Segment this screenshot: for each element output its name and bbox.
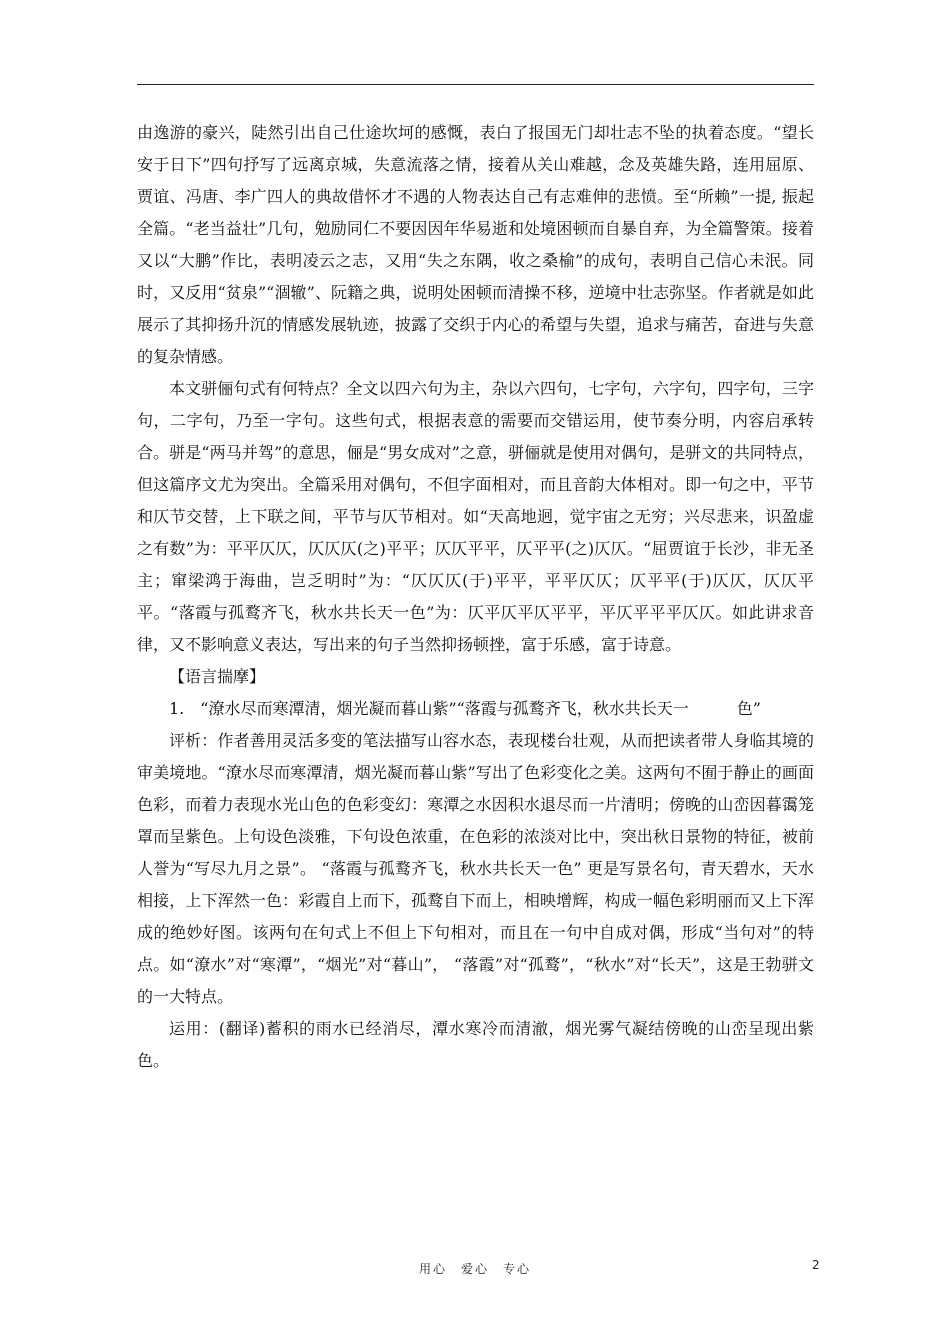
paragraph-parallel-prose: 本文骈俪句式有何特点？全文以四六句为主，杂以六四句，七字句，六字句，四字句，三字句，二字句，乃至一字句。这些句式，根据表意的需要而交错运用，使节奏分明，内容启承转合。骈是“两马并驾”的意思，俪是“男女成对”之意，骈俪就是使用对偶句，是骈文的共同特点，但这篇序文尤为突出。全篇采用对偶句，不但字面相对，而且音韵大体相对。即一句之中，平节和仄节交替，上下联之间，平节与仄节相对。如“天高地迥，觉宇宙之无穷；兴尽悲来，识盈虚之有数”为：平平仄仄，仄仄仄(之)平平；仄仄平平，仄平平(之)仄仄。“屈贾谊于长沙，非无圣主；窜梁鸿于海曲，岂乏明时”为：“仄仄仄(于)平平，平平仄仄；仄平平(于)仄仄，仄仄平平。“落霞与孤鹜齐飞，秋水共长天一色”为：仄平仄平仄平平，平仄平平平仄仄。如此讲求音律，又不影响意义表达，写出来的句子当然抑扬顿挫，富于乐感，富于诗意。 xyxy=(137,379,814,654)
document-body xyxy=(137,117,814,1077)
paragraph-analysis: 评析：作者善用灵活多变的笔法描写山容水态，表现楼台壮观，从而把读者带人身临其境的审美境地。“潦水尽而寒潭清，烟光凝而暮山紫”写出了色彩变化之美。这两句不囿于静止的画面色彩，而着力表现水光山色的色彩变幻：寒潭之水因积水退尽而一片清明；傍晚的山峦因暮霭笼罩而呈紫色。上句设色淡雅，下句设色浓重，在色彩的浓淡对比中，突出秋日景物的特征，被前人誉为“写尽九月之景”。 “落霞与孤鹜齐飞，秋水共长天一色” 更是写景名句，青天碧水，天水相接，上下浑然一色：彩霞自上而下，孤鹜自下而上，相映增辉，构成一幅色彩明丽而又上下浑成的绝妙好图。该两句在句式上不但上下句相对，而且在一句中自成对偶，形成“当句对”的特点。如“潦水”对“寒潭”，“烟光”对“暮山”， “落霞”对“孤鹜”，“秋水”对“长天”，这是王勃骈文的一大特点。 xyxy=(137,731,814,1006)
header-rule xyxy=(137,84,814,85)
paragraph-application: 运用：(翻译)蓄积的雨水已经消尽，潭水寒冷而清澈，烟光雾气凝结傍晚的山峦呈现出紫色。 xyxy=(137,1019,814,1070)
paragraph-continuation: 由逸游的豪兴，陡然引出自己仕途坎坷的感慨，表白了报国无门却壮志不坠的执着态度。“望长安于日下”四句抒写了远离京城，失意流落之情，接着从关山难越，念及英雄失路，连用屈原、贾谊、冯唐、李广四人的典故借怀才不遇的人物表达自己有志难伸的悲愤。至“所赖”一提, 振起全篇。“老当益壮”几句，勉励同仁不要因因年华易逝和处境困顿而自暴自弃，为全篇警策。接着又以“大鹏”作比，表明凌云之志，又用“失之东隅，收之桑榆”的成句，表明自己信心未泯。同时，又反用“贫泉”“涸辙”、阮籍之典，说明处困顿而清操不移，逆境中壮志弥坚。作者就是如此展示了其抑扬升沉的情感发展轨迹，披露了交织于内心的希望与失望，追求与痛苦，奋进与失意的复杂情感。 xyxy=(137,123,814,366)
page-number: 2 xyxy=(812,1258,820,1272)
footer-motto: 用心 爱心 专心 xyxy=(418,1262,531,1276)
section-heading-language: 【语言揣摩】 xyxy=(169,667,266,686)
item-1-quote: 1. “潦水尽而寒潭清，烟光凝而暮山紫”“落霞与孤鹜齐飞，秋水共长天一 色” xyxy=(169,699,761,718)
